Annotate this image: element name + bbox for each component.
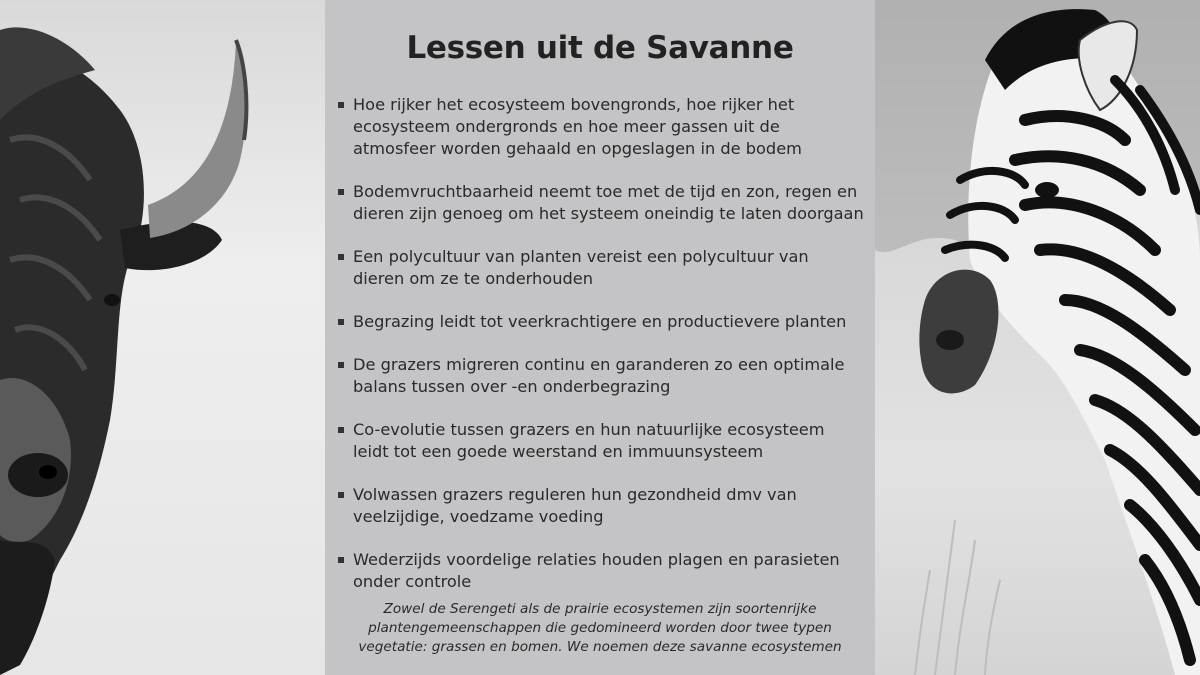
bullet-icon <box>338 427 344 433</box>
bullet-icon <box>338 492 344 498</box>
bullet-item: Hoe rijker het ecosysteem bovengronds, hoe rijker het ecosysteem ondergronds en hoe meer gassen uit de atmosfeer worden gehaald en opgeslagen in de bodem <box>335 94 865 160</box>
bullet-item: Co-evolutie tussen grazers en hun natuurlijke ecosysteem leidt tot een goede weerstand en immuunsysteem <box>335 419 865 463</box>
text-panel <box>325 0 875 675</box>
bullet-item: Een polycultuur van planten vereist een polycultuur van dieren om ze te onderhouden <box>335 246 865 290</box>
bullet-item: Begrazing leidt tot veerkrachtigere en productievere planten <box>335 311 865 333</box>
bullet-item: Volwassen grazers reguleren hun gezondheid dmv van veelzijdige, voedzame voeding <box>335 484 865 528</box>
bullet-item: De grazers migreren continu en garanderen zo een optimale balans tussen over -en onderbegrazing <box>335 354 865 398</box>
bullet-icon <box>338 254 344 260</box>
slide-title: Lessen uit de Savanne <box>406 30 794 66</box>
bullet-icon <box>338 557 344 563</box>
bullet-item: Bodemvruchtbaarheid neemt toe met de tijd en zon, regen en dieren zijn genoeg om het systeem oneindig te laten doorgaan <box>335 181 865 225</box>
bullet-icon <box>338 319 344 325</box>
bison-photo <box>0 0 325 675</box>
bullet-list <box>335 94 865 614</box>
footer-note: Zowel de Serengeti als de prairie ecosystemen zijn soortenrijke plantengemeenschappen die gedomineerd worden door twee typen vegetatie: grassen en bomen. We noemen deze savanne ecosystemen <box>358 601 842 655</box>
bullet-icon <box>338 362 344 368</box>
bullet-icon <box>338 189 344 195</box>
zebra-photo <box>875 0 1200 675</box>
bullet-icon <box>338 102 344 108</box>
bullet-item: Wederzijds voordelige relaties houden plagen en parasieten onder controle <box>335 549 865 593</box>
